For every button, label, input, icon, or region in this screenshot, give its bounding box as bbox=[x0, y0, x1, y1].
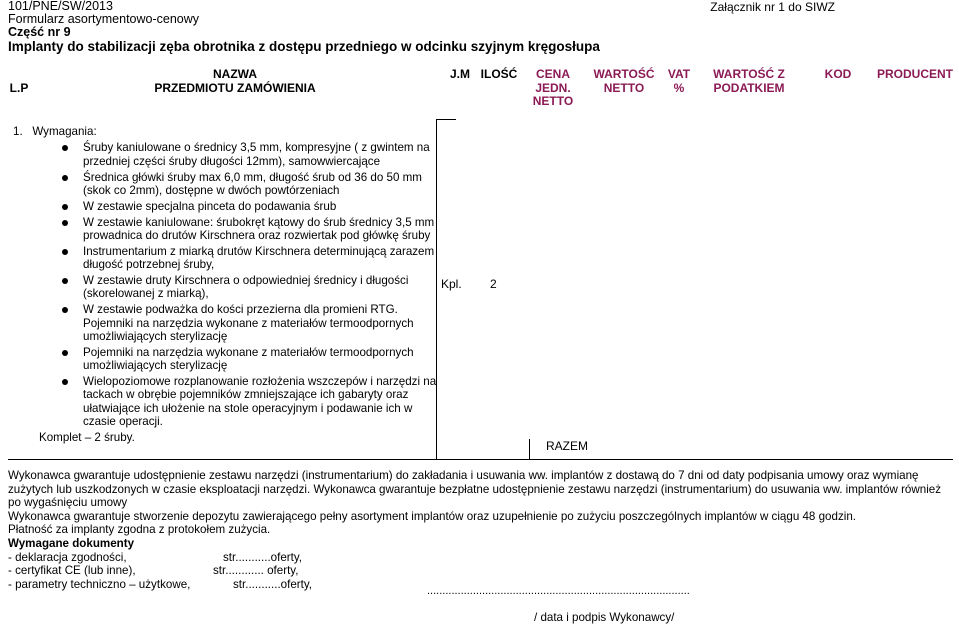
requirements-heading: 1. Wymagania: bbox=[13, 125, 97, 138]
document-header bbox=[8, 0, 600, 55]
document-row: - certyfikat CE (lub inne), str............ oferty, bbox=[8, 564, 299, 578]
document-row: - parametry techniczno – użytkowe, str...........oferty, bbox=[8, 577, 313, 591]
list-item: Średnica główki śruby max 6,0 mm, długość śrub od 36 do 50 mm (skok co 2mm), dostępne w dwóch powtórzeniach bbox=[13, 171, 438, 198]
deposit-paragraph: Wykonawca gwarantuje stworzenie depozytu zawierającego pełny asortyment implantów oraz uzupełnienie po zużyciu poszczególnych implantów w ciągu 48 godzin. bbox=[8, 509, 856, 523]
bullet-icon bbox=[62, 145, 68, 151]
set-contents: Komplet – 2 śruby. bbox=[39, 431, 135, 445]
part-number: Część nr 9 bbox=[8, 25, 71, 39]
col-unit-price: CENA JEDN. NETTO bbox=[532, 67, 574, 108]
list-item: Śruby kaniulowane o średnicy 3,5 mm, kompresyjne ( z gwintem na przedniej części śruby długości 12mm), samowwiercające bbox=[13, 141, 438, 168]
signature-line: ...................................................................................... bbox=[427, 585, 690, 597]
col-lp: L.P bbox=[9, 81, 29, 95]
bullet-icon bbox=[62, 220, 68, 226]
bullet-icon bbox=[62, 307, 68, 313]
reference-number: 101/PNE/SW/2013 bbox=[8, 0, 113, 13]
col-producer: PRODUCENT bbox=[876, 67, 953, 81]
list-item: W zestawie specjalna pinceta do podawania śrub bbox=[13, 200, 438, 213]
signature-label: / data i podpis Wykonawcy/ bbox=[534, 611, 675, 624]
col-unit: J.M bbox=[449, 67, 470, 81]
required-documents-heading: Wymagane dokumenty bbox=[8, 536, 135, 550]
list-item: Pojemniki na narzędzia wykonane z materiałów termoodpornych umożliwiających sterylizację bbox=[13, 346, 438, 373]
document-title: Implanty do stabilizacji zęba obrotnika z dostępu przedniego w odcinku szyjnym kręgosłupa bbox=[8, 39, 600, 54]
list-item: W zestawie kaniulowane: śrubokręt kątowy do śrub średnicy 3,5 mm prowadnica do drutów Kirschnera oraz rozwiertak pod główkę śruby bbox=[13, 216, 438, 243]
table-border-bottom bbox=[8, 459, 953, 460]
payment-paragraph: Płatność za implanty zgodna z protokołem zużycia. bbox=[8, 523, 271, 537]
col-vat: VAT % bbox=[667, 67, 691, 95]
col-net-value: WARTOŚĆ NETTO bbox=[593, 67, 655, 95]
list-item: W zestawie druty Kirschnera o odpowiedniej średnicy i długości (skorelowanej z miarką), bbox=[13, 274, 438, 301]
col-divider bbox=[529, 439, 530, 459]
list-item: W zestawie podważka do kości przezierna dla promieni RTG. Pojemniki na narzędzia wykonane z materiałów termoodpornych umożliwiających sterylizację bbox=[13, 303, 438, 343]
annex-label: Załącznik nr 1 do SIWZ bbox=[710, 0, 835, 14]
requirements-list bbox=[13, 141, 438, 428]
item-quantity: 2 bbox=[490, 277, 497, 291]
warranty-paragraph: Wykonawca gwarantuje udostępnienie zestawu narzędzi (instrumentarium) do zakładania i usuwania ww. implantów z dostawą do 7 dni od daty podpisania umowy oraz wymianę zużytych lub uszkodzonych w czasie eksploatacji narzędzi. Wykonawca gwarantuje bezpłatne udostępnienie zestawu narzędzi (instrumentarium) do usuwania ww. implantów również po wygaśnięciu umowy bbox=[8, 469, 942, 510]
list-item: Instrumentarium z miarką drutów Kirschnera determinującą zarazem długość potrzebnej śruby, bbox=[13, 245, 438, 272]
bullet-icon bbox=[62, 278, 68, 284]
bullet-icon bbox=[62, 249, 68, 255]
bullet-icon bbox=[62, 204, 68, 210]
bullet-icon bbox=[62, 350, 68, 356]
col-name: NAZWA PRZEDMIOTU ZAMÓWIENIA bbox=[154, 67, 316, 95]
col-gross-value: WARTOŚĆ Z PODATKIEM bbox=[713, 67, 785, 95]
form-title: Formularz asortymentowo-cenowy bbox=[8, 12, 200, 26]
item-unit: Kpl. bbox=[441, 277, 462, 291]
list-item: Wielopoziomowe rozplanowanie rozłożenia wszczepów i narzędzi na tackach w obrębie pojemników zmniejszające ich gabaryty oraz ułatwiające ich ułożenie na stole operacyjnym i podawanie ich w czasie operacji. bbox=[13, 375, 438, 429]
footer-notes bbox=[8, 469, 953, 591]
item-requirements bbox=[13, 125, 438, 444]
table-border bbox=[436, 119, 456, 120]
col-code: KOD bbox=[824, 67, 852, 81]
bullet-icon bbox=[62, 379, 68, 385]
document-row: - deklaracja zgodności, str...........oferty, bbox=[8, 550, 303, 564]
bullet-icon bbox=[62, 175, 68, 181]
col-qty: ILOŚĆ bbox=[480, 67, 518, 81]
total-label: RAZEM bbox=[546, 439, 588, 453]
